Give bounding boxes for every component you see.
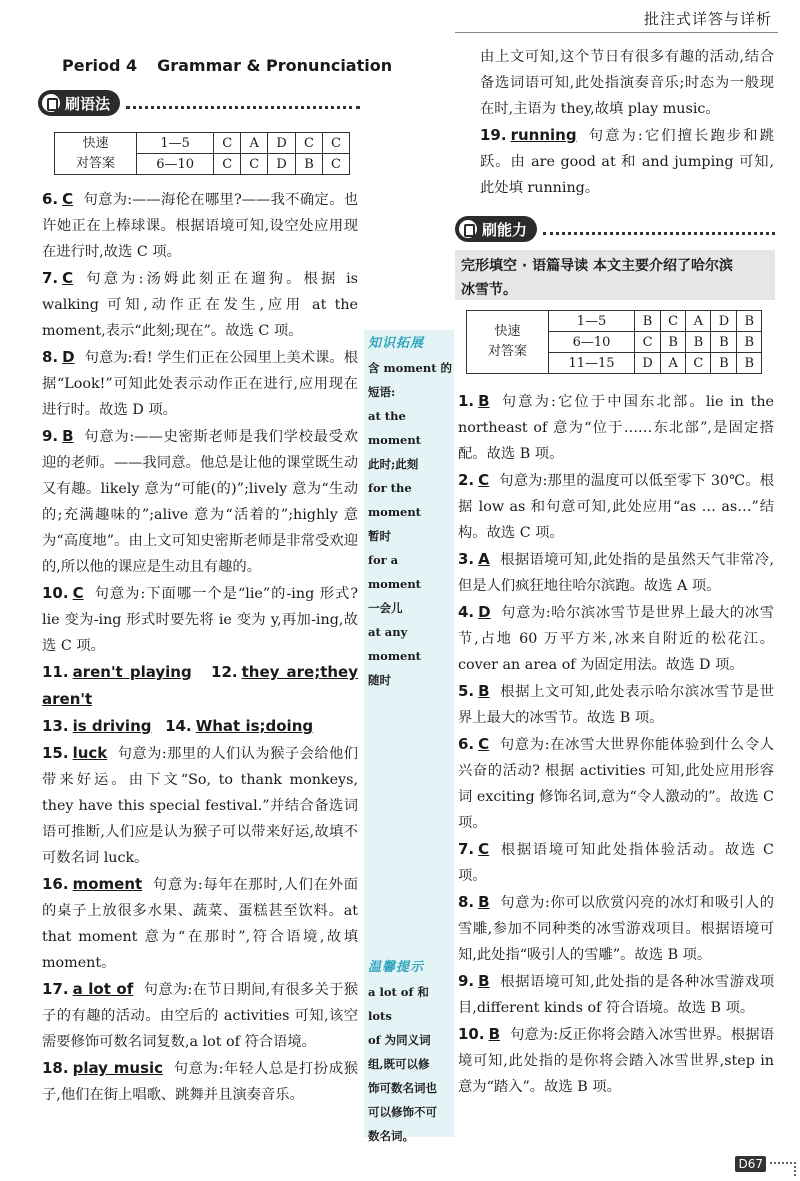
- table-label: 快速 对答案: [467, 311, 549, 374]
- cloze-item-1: 1. B 句意为:它位于中国东北部。lie in the northeast of 意为“位于……东北部”,是固定搭配。故选 B 项。: [458, 392, 774, 462]
- section-title: 刷能力: [482, 220, 528, 239]
- answer-item-15: 15. luck 句意为:那里的人们认为猴子会给他们带来好运。由下文“So, to thank monkeys, they have this special festival.”并结合备选词语可推断,人们应是认为猴子可以带来好运,故填不可数名词 luck。: [42, 744, 358, 866]
- cloze-item-7: 7. C 根据语境可知此处指体验活动。故选 C 项。: [458, 840, 774, 884]
- period-label: Period 4: [62, 56, 138, 75]
- answer-table-grammar: 快速 对答案 1—5 C A D C C 6—10 C C D B C: [54, 132, 350, 175]
- answer-table-ability: 快速 对答案 1—5 B C A D B 6—10 C B B B B 11—15 D A C B B: [466, 310, 762, 374]
- section-ability-header: [455, 216, 775, 242]
- cloze-item-5: 5. B 根据上文可知,此处表示哈尔滨冰雪节是世界上最大的冰雪节。故选 B 项。: [458, 682, 774, 726]
- right-column-bottom: [458, 388, 774, 1100]
- answer-item-19: 19. running 句意为:它们擅长跑步和跳跃。由 are good at 和 and jumping 可知,此处填 running。: [480, 126, 774, 196]
- dotted-divider: [543, 223, 775, 235]
- answer-item-11-12: 11. aren't playing 12. they are;they aren't: [42, 663, 358, 708]
- table-label: 快速 对答案: [55, 133, 137, 175]
- answer-item-18: 18. play music 句意为:年轻人总是打扮成猴子,他们在街上唱歌、跳舞并且演奏音乐。: [42, 1059, 358, 1103]
- knowledge-note: 知识拓展 含 moment 的 短语: at the moment 此时;此刻 for the moment 暂时 for a moment 一会儿 at any moment 随时: [368, 336, 453, 687]
- answer-item-9: 9. B 句意为:——史密斯老师是我们学校最受欢迎的老师。——我同意。他总是让他的课堂既生动又有趣。likely 意为“可能(的)”;lively 意为“生动的;充满趣味的”;alive 意为“活着的”;highly 意为“高度地”。由上文可知史密斯老师是非常受欢迎的,所以他的课应是生动且有趣的。: [42, 427, 358, 575]
- answer-item-16: 16. moment 句意为:每年在那时,人们在外面的桌子上放很多水果、蔬菜、蛋糕甚至饮料。at that moment 意为“在那时”,符合语境,故填 moment。: [42, 875, 358, 971]
- book-icon: [42, 94, 60, 112]
- book-icon: [459, 220, 477, 238]
- section-title: 刷语法: [65, 94, 111, 113]
- corner-decoration: [770, 1162, 796, 1176]
- dotted-divider: [126, 97, 360, 109]
- cloze-item-9: 9. B 根据语境可知,此处指的是各种冰雪游戏项目,different kinds of 符合语境。故选 B 项。: [458, 972, 774, 1016]
- answer-item-10: 10. C 句意为:下面哪一个是“lie”的-ing 形式? lie 变为-ing 形式时要先将 ie 变为 y,再加-ing,故选 C 项。: [42, 584, 358, 654]
- cloze-item-3: 3. A 根据语境可知,此处指的是虽然天气非常冷,但是人们疯狂地往哈尔滨跑。故选 A 项。: [458, 550, 774, 594]
- cloze-item-4: 4. D 句意为:哈尔滨冰雪节是世界上最大的冰雪节,占地 60 万平方米,冰来自附近的松花江。cover an area of 为固定用法。故选 D 项。: [458, 603, 774, 673]
- cloze-intro-banner: 完形填空 · 语篇导读 本文主要介绍了哈尔滨 冰雪节。: [455, 250, 775, 300]
- answer-item-7: 7. C 句意为:汤姆此刻正在遛狗。根据 is walking 可知,动作正在发生,应用 at the moment,表示“此刻;现在”。故选 C 项。: [42, 269, 358, 339]
- answer-item-13-14: 13. is driving 14. What is;doing: [42, 717, 314, 735]
- answer-item-6: 6. C 句意为:——海伦在哪里?——我不确定。也许她正在上棒球课。根据语境可知,设空处应用现在进行时,故选 C 项。: [42, 190, 358, 260]
- section-grammar-header: [38, 90, 360, 116]
- cloze-item-8: 8. B 句意为:你可以欣赏闪亮的冰灯和吸引人的雪雕,参加不同种类的冰雪游戏项目。根据语境可知,此处指“吸引人的雪雕”。故选 B 项。: [458, 893, 774, 963]
- cloze-item-6: 6. C 句意为:在冰雪大世界你能体验到什么令人兴奋的活动? 根据 activities 可知,此处应用形容词 exciting 修饰名词,意为“令人激动的”。故选 C 项。: [458, 735, 774, 831]
- right-column-top: [480, 44, 774, 201]
- answer-item-8: 8. D 句意为:看! 学生们正在公园里上美术课。根据“Look!”可知此处表示动作正在进行,应用现在进行时。故选 D 项。: [42, 348, 358, 418]
- tip-note: 温馨提示 a lot of 和 lots of 为同义词 组,既可以修 饰可数名词也 可以修饰不可 数名词。: [368, 960, 437, 1143]
- period-heading: [62, 56, 392, 75]
- period-title: Grammar & Pronunciation: [157, 56, 393, 75]
- answer-item-17: 17. a lot of 句意为:在节日期间,有很多关于猴子的有趣的活动。由空后的 activities 可知,该空需要修饰可数名词复数,a lot of 符合语境。: [42, 980, 358, 1050]
- answer-item-18-cont: 由上文可知,这个节日有很多有趣的活动,结合备选词语可知,此处指演奏音乐;时态为一般现在时,主语为 they,故填 play music。: [480, 49, 774, 117]
- header-title: 批注式详答与详析: [643, 10, 772, 28]
- header-rule: [455, 32, 778, 33]
- page-number: D67: [735, 1156, 766, 1172]
- left-column: [42, 186, 358, 1108]
- cloze-item-10: 10. B 句意为:反正你将会踏入冰雪世界。根据语境可知,此处指的是你将会踏入冰雪世界,step in 意为“踏入”。故选 B 项。: [458, 1025, 774, 1095]
- cloze-item-2: 2. C 句意为:那里的温度可以低至零下 30℃。根据 low as 和句意可知,此处应用“as … as…”结构。故选 C 项。: [458, 471, 774, 541]
